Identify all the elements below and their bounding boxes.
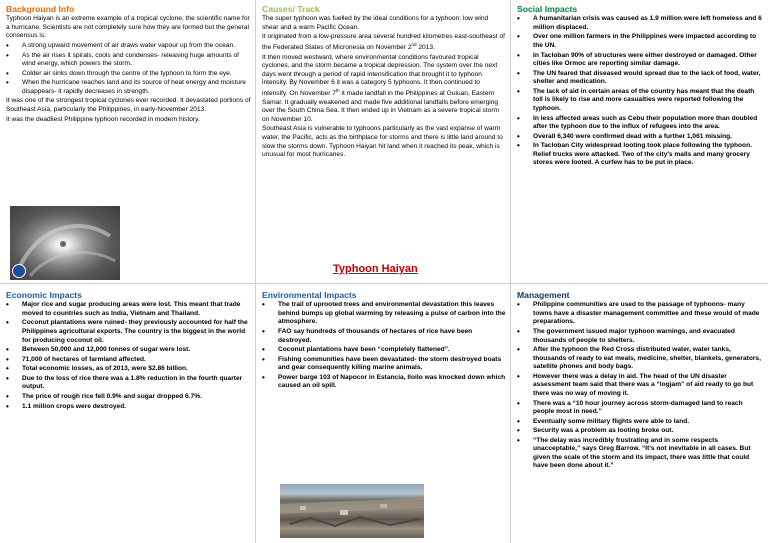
causes-heading: Causes/ Track — [262, 4, 320, 14]
social-bullets — [517, 15, 765, 168]
column-divider-right — [510, 0, 511, 543]
list-item: • Total economic losses, as of 2013, were $2.86 billion. — [6, 365, 252, 374]
social-impacts-panel — [517, 4, 765, 282]
list-item: • The trail of uprooted trees and environmental devastation this leaves behind bumps up global warming by releasing a pulse of carbon into the atmosphere. — [262, 301, 506, 327]
list-item: • Coconut plantations have been “completely flattened”. — [262, 346, 506, 355]
list-item: • “The delay was incredibly frustrating and in some respects unacceptable,” says Greg Barrow. “It’s not inevitable in all cases. But given the scale of the storm and its impact, there was little that could have been done about it.” — [517, 437, 765, 471]
environmental-bullets — [262, 301, 506, 391]
economic-heading: Economic Impacts — [6, 290, 82, 300]
environmental-impacts-panel — [262, 290, 506, 540]
background-bullets — [6, 42, 252, 96]
list-item: • Power barge 103 of Napocor in Estancia, Iloilo was knocked down which caused an oil spill. — [262, 374, 506, 391]
list-item: • Between 50,000 and 12,000 tonnes of sugar were lost. — [6, 346, 252, 355]
list-item: • Eventually some military flights were able to land. — [517, 418, 765, 427]
management-heading: Management — [517, 290, 570, 300]
background-info-heading: Background Info — [6, 4, 75, 14]
list-item: • 1.1 million crops were destroyed. — [6, 403, 252, 412]
list-item: • There was a “10 hour journey across storm-damaged land to reach people most in need.” — [517, 400, 765, 417]
causes-panel — [262, 4, 506, 264]
environmental-heading: Environmental Impacts — [262, 290, 357, 300]
list-item: • Coconut plantations were ruined- they previously accounted for half the Philippines agricultural exports. The country is the biggest in the world for producing coconut oil. — [6, 319, 252, 345]
satellite-image — [10, 206, 120, 280]
list-item: • As the air rises it spirals, cools and condenses- releasing huge amounts of wind energy, which powers the storm. — [6, 52, 252, 69]
background-para-1: It was one of the strongest tropical cyclones ever recorded. It devastated portions of Southeast Asia, particularly the Philippines, in early-November 2013. — [6, 97, 251, 113]
noaa-logo — [12, 264, 26, 278]
social-heading: Social Impacts — [517, 4, 578, 14]
page-title: Typhoon Haiyan — [333, 263, 418, 275]
management-panel — [517, 290, 765, 540]
list-item: • Due to the loss of rice there was a 1.8% reduction in the fourth quarter output. — [6, 375, 252, 392]
list-item: • The price of rough rice fell 0.9% and sugar dropped 6.7%. — [6, 393, 252, 402]
causes-para-2: It originated from a low-pressure area several hundred kilometres east-southeast of the Federated States of Micronesia on November 2nd 2013. — [262, 33, 505, 52]
list-item: • Over one million farmers in the Philippines were impacted according to the UN. — [517, 33, 765, 50]
list-item: • Colder air sinks down through the centre of the typhoon to form the eye. — [6, 70, 252, 79]
list-item: • Fishing communities have been devastated- the storm destroyed boats and gear consequently killing marine animals. — [262, 356, 506, 373]
devastation-photo — [280, 484, 424, 538]
list-item: • A humanitarian crisis was caused as 1.9 million were left homeless and 6 million displaced. — [517, 15, 765, 32]
background-para-2: It was the deadliest Philippine typhoon recorded in modern history. — [6, 115, 200, 123]
row-divider — [0, 283, 768, 284]
management-bullets — [517, 301, 765, 471]
column-divider-left — [255, 0, 256, 543]
list-item: • A strong upward movement of air draws water vapour up from the ocean. — [6, 42, 252, 51]
list-item: • The lack of aid in certain areas of the country has meant that the death toll is likely to rise and more casualties were reported following the typhoon. — [517, 88, 765, 114]
causes-para-1: The super typhoon was fuelled by the ideal conditions for a typhoon: low wind shear and a warm Pacific Ocean. — [262, 15, 489, 31]
causes-para-3: It then moved westward, where environmental conditions favoured tropical cyclones, and the storm became a tropical depression. The system over the next days went through a period of rapid intensification that brought it to typhoon intensity. By November 6 it was a category 5 typhoons. It then continued to intensify. On November 7th it made landfall in the Philippines at Guiuan, Eastern Samar. It gradually weakened and made five additional landfalls before emerging over the South China Sea. It then ended up in Vietnam as a severe tropical storm on November 10. — [262, 53, 500, 123]
list-item: • In Tacloban City widespread looting took place following the typhoon. Relief trucks were attacked. Two of the city's malls and many grocery stores were looted. A curfew has to be put in place. — [517, 142, 765, 168]
list-item: • The government issued major typhoon warnings, and evacuated thousands of people to shelters. — [517, 328, 765, 345]
list-item: • Security was a problem as looting broke out. — [517, 427, 765, 436]
list-item: • 71,000 of hectares of farmland affected. — [6, 356, 252, 365]
list-item: • The UN feared that diseased would spread due to the lack of food, water, shelter and medication. — [517, 70, 765, 87]
economic-bullets — [6, 301, 252, 411]
list-item: • In less affected areas such as Cebu their population more than doubled after the typhoon due to the influx of refugees into the area. — [517, 115, 765, 132]
causes-para-4: Southeast Asia is vulnerable to typhoons particularly as the vast expanse of warm water, the Pacific, acts as the birthplace for storms and there is little land around to slow the storms down. Typhoon Haiyan hit land when it reached its peak, which is unusual for most hurricanes. — [262, 125, 503, 159]
list-item: • When the hurricane reaches land and its source of heat energy and moisture disappears- it rapidly decreases in strength. — [6, 79, 252, 96]
list-item: • FAO say hundreds of thousands of hectares of rice have been destroyed. — [262, 328, 506, 345]
list-item: • Overall 6,340 were confirmed dead with a further 1,061 missing. — [517, 133, 765, 142]
background-intro: Typhoon Haiyan is an extreme example of a tropical cyclone, the scientific name for a hurricane. Scientists are not completely sure how they are formed but the general consensus is: — [6, 15, 250, 40]
economic-impacts-panel — [6, 290, 252, 540]
list-item: • However there was a delay in aid. The head of the UN disaster assessment team said that there was a “logjam” of aid ready to go but there was no way of moving it. — [517, 373, 765, 399]
background-info-panel — [6, 4, 252, 282]
list-item: • Major rice and sugar producing areas were lost. This meant that trade moved to countries such as India, Vietnam and Thailand. — [6, 301, 252, 318]
list-item: • In Tacloban 90% of structures were either destroyed or damaged. Other cities like Ormoc are reporting similar damage. — [517, 52, 765, 69]
list-item: • After the typhoon the Red Cross distributed water, water tanks, thousands of ready to eat meals, medicine, shelter, blankets, generators, satellite phones and body bags. — [517, 346, 765, 372]
list-item: • Philippine communities are used to the passage of typhoons- many towns have a disaster management committee and these would of made preparations. — [517, 301, 765, 327]
